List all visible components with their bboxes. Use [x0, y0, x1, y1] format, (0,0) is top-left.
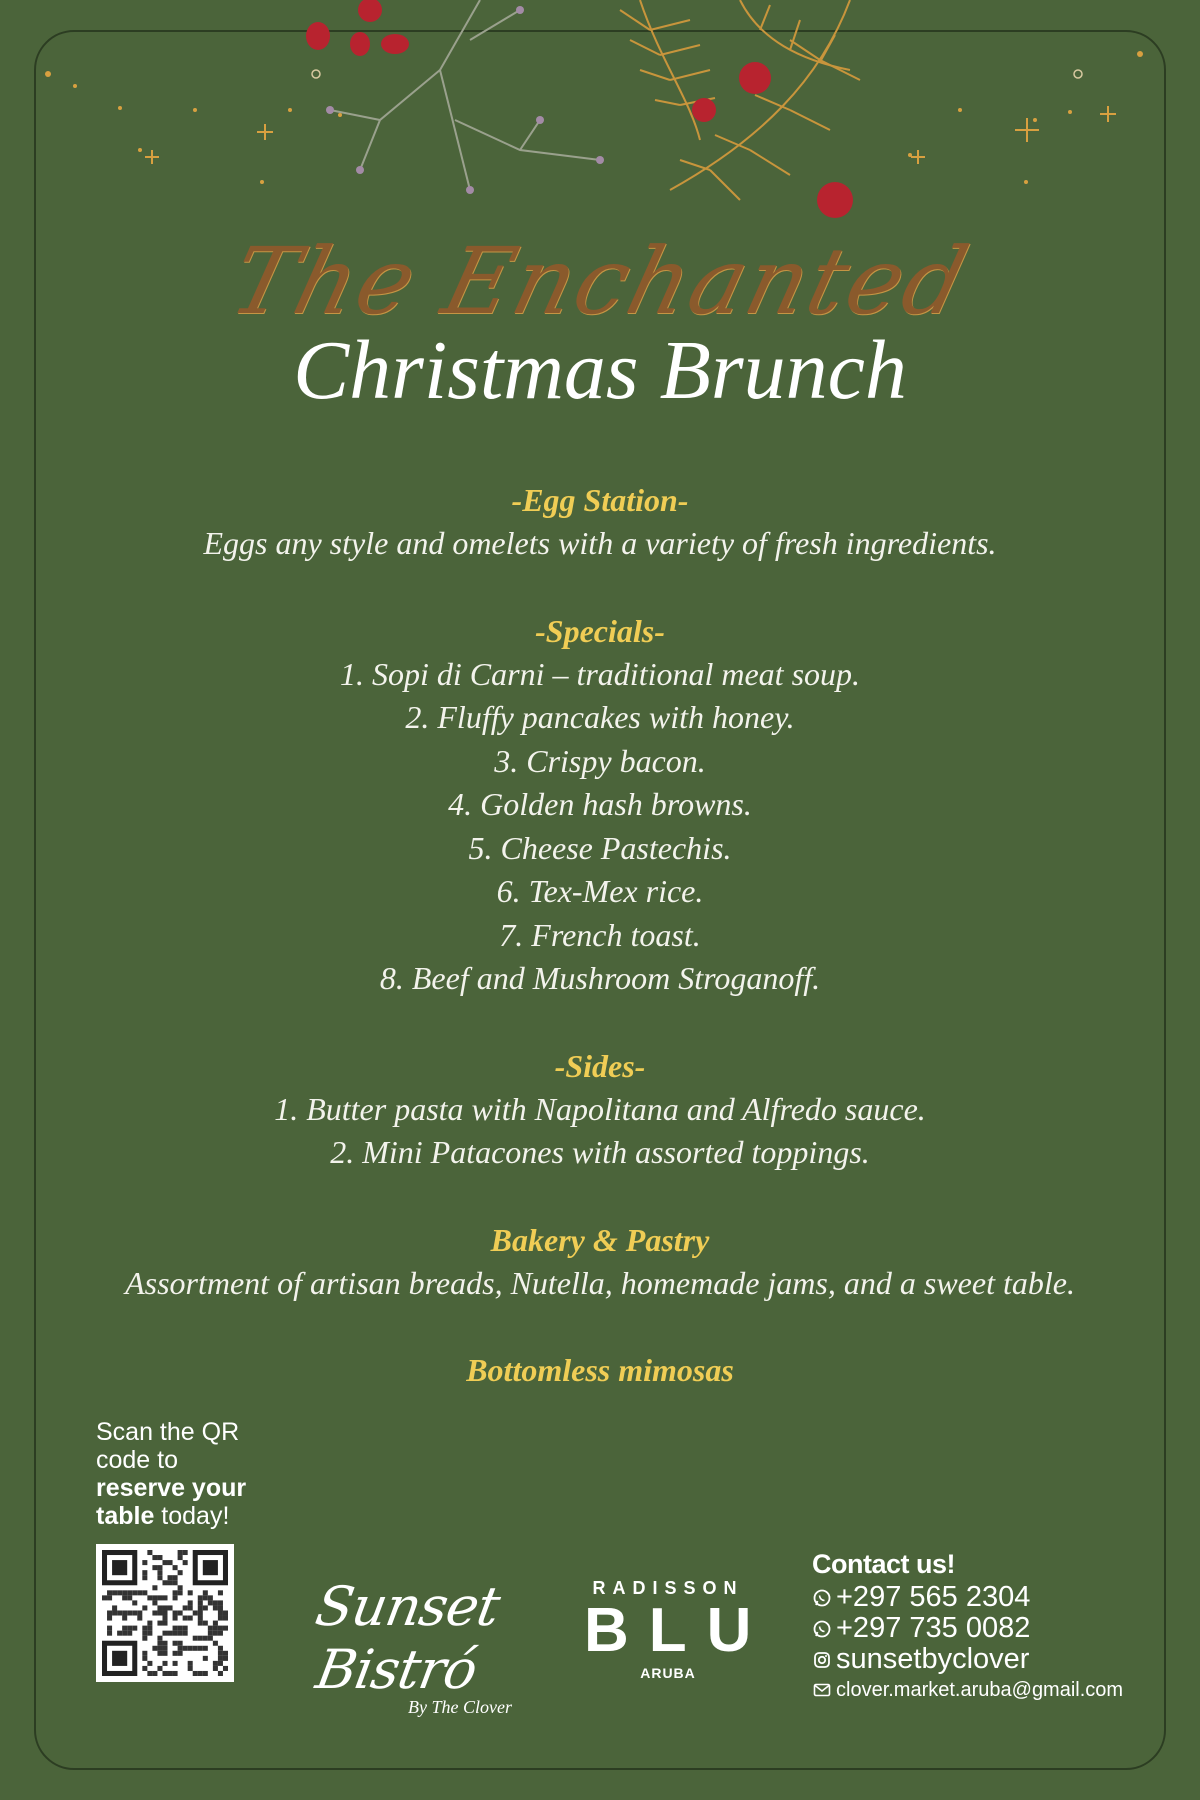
email-icon	[812, 1680, 832, 1700]
christmas-branch-decoration	[0, 0, 1200, 240]
whatsapp-icon	[812, 1619, 832, 1639]
reserve-line: code to	[96, 1446, 179, 1474]
title-script: The Enchanted	[220, 228, 980, 335]
title-main: Christmas Brunch	[293, 324, 907, 417]
radisson-mid: BLU	[584, 1596, 772, 1665]
whatsapp-icon	[812, 1588, 832, 1608]
reserve-bold: reserve your	[96, 1474, 247, 1502]
specials-item: 6. Tex-Mex rice.	[496, 873, 704, 909]
specials-heading: -Specials-	[535, 612, 665, 649]
reserve-instructions	[96, 1418, 296, 1530]
qr-code-pattern	[102, 1550, 228, 1676]
sides-item: 2. Mini Patacones with assorted toppings.	[330, 1134, 870, 1170]
specials-item: 3. Crispy bacon.	[494, 742, 706, 779]
radisson-top: RADISSON	[592, 1578, 744, 1598]
contact-phone-2[interactable]	[812, 1613, 1172, 1644]
specials-item: 2. Fluffy pancakes with honey.	[405, 699, 795, 735]
reserve-bold: table	[96, 1502, 155, 1530]
sunset-bistro-logo	[262, 1575, 542, 1718]
sides-heading: -Sides-	[554, 1047, 646, 1084]
sides-item: 1. Butter pasta with Napolitana and Alfredo sauce.	[274, 1090, 926, 1127]
specials-item: 1. Sopi di Carni – traditional meat soup.	[339, 655, 861, 692]
bakery-text: Assortment of artisan breads, Nutella, homemade jams, and a sweet table.	[125, 1264, 1075, 1301]
phone-2-text: +297 735 0082	[836, 1612, 1031, 1644]
phone-1-text: +297 565 2304	[836, 1581, 1031, 1613]
contact-phone-1[interactable]	[812, 1582, 1172, 1613]
egg-station-text: Eggs any style and omelets with a variety of fresh ingredients.	[203, 525, 997, 561]
contact-block	[812, 1546, 1172, 1705]
bakery-heading: Bakery & Pastry	[490, 1221, 710, 1258]
instagram-icon	[812, 1650, 832, 1670]
reserve-line: Scan the QR	[96, 1418, 240, 1446]
email-text: clover.market.aruba@gmail.com	[836, 1679, 1124, 1701]
egg-station-heading: -Egg Station-	[511, 482, 689, 518]
contact-email[interactable]	[812, 1675, 1172, 1705]
qr-code[interactable]	[96, 1544, 234, 1682]
reserve-rest: today!	[154, 1502, 230, 1530]
specials-item: 5. Cheese Pastechis.	[468, 829, 732, 866]
bistro-sub: By The Clover	[408, 1697, 512, 1717]
instagram-text: sunsetbyclover	[836, 1643, 1030, 1675]
radisson-blu-logo	[570, 1578, 772, 1681]
bistro-name: Sunset Bistró	[311, 1575, 505, 1701]
menu	[0, 478, 1200, 1392]
specials-item: 8. Beef and Mushroom Stroganoff.	[379, 960, 821, 996]
mimosas-heading: Bottomless mimosas	[466, 1352, 734, 1388]
radisson-bottom: ARUBA	[640, 1665, 696, 1681]
specials-item: 4. Golden hash browns.	[448, 786, 752, 822]
specials-item: 7. French toast.	[499, 916, 701, 953]
contact-instagram[interactable]	[812, 1644, 1172, 1675]
contact-title: Contact us!	[812, 1549, 955, 1579]
